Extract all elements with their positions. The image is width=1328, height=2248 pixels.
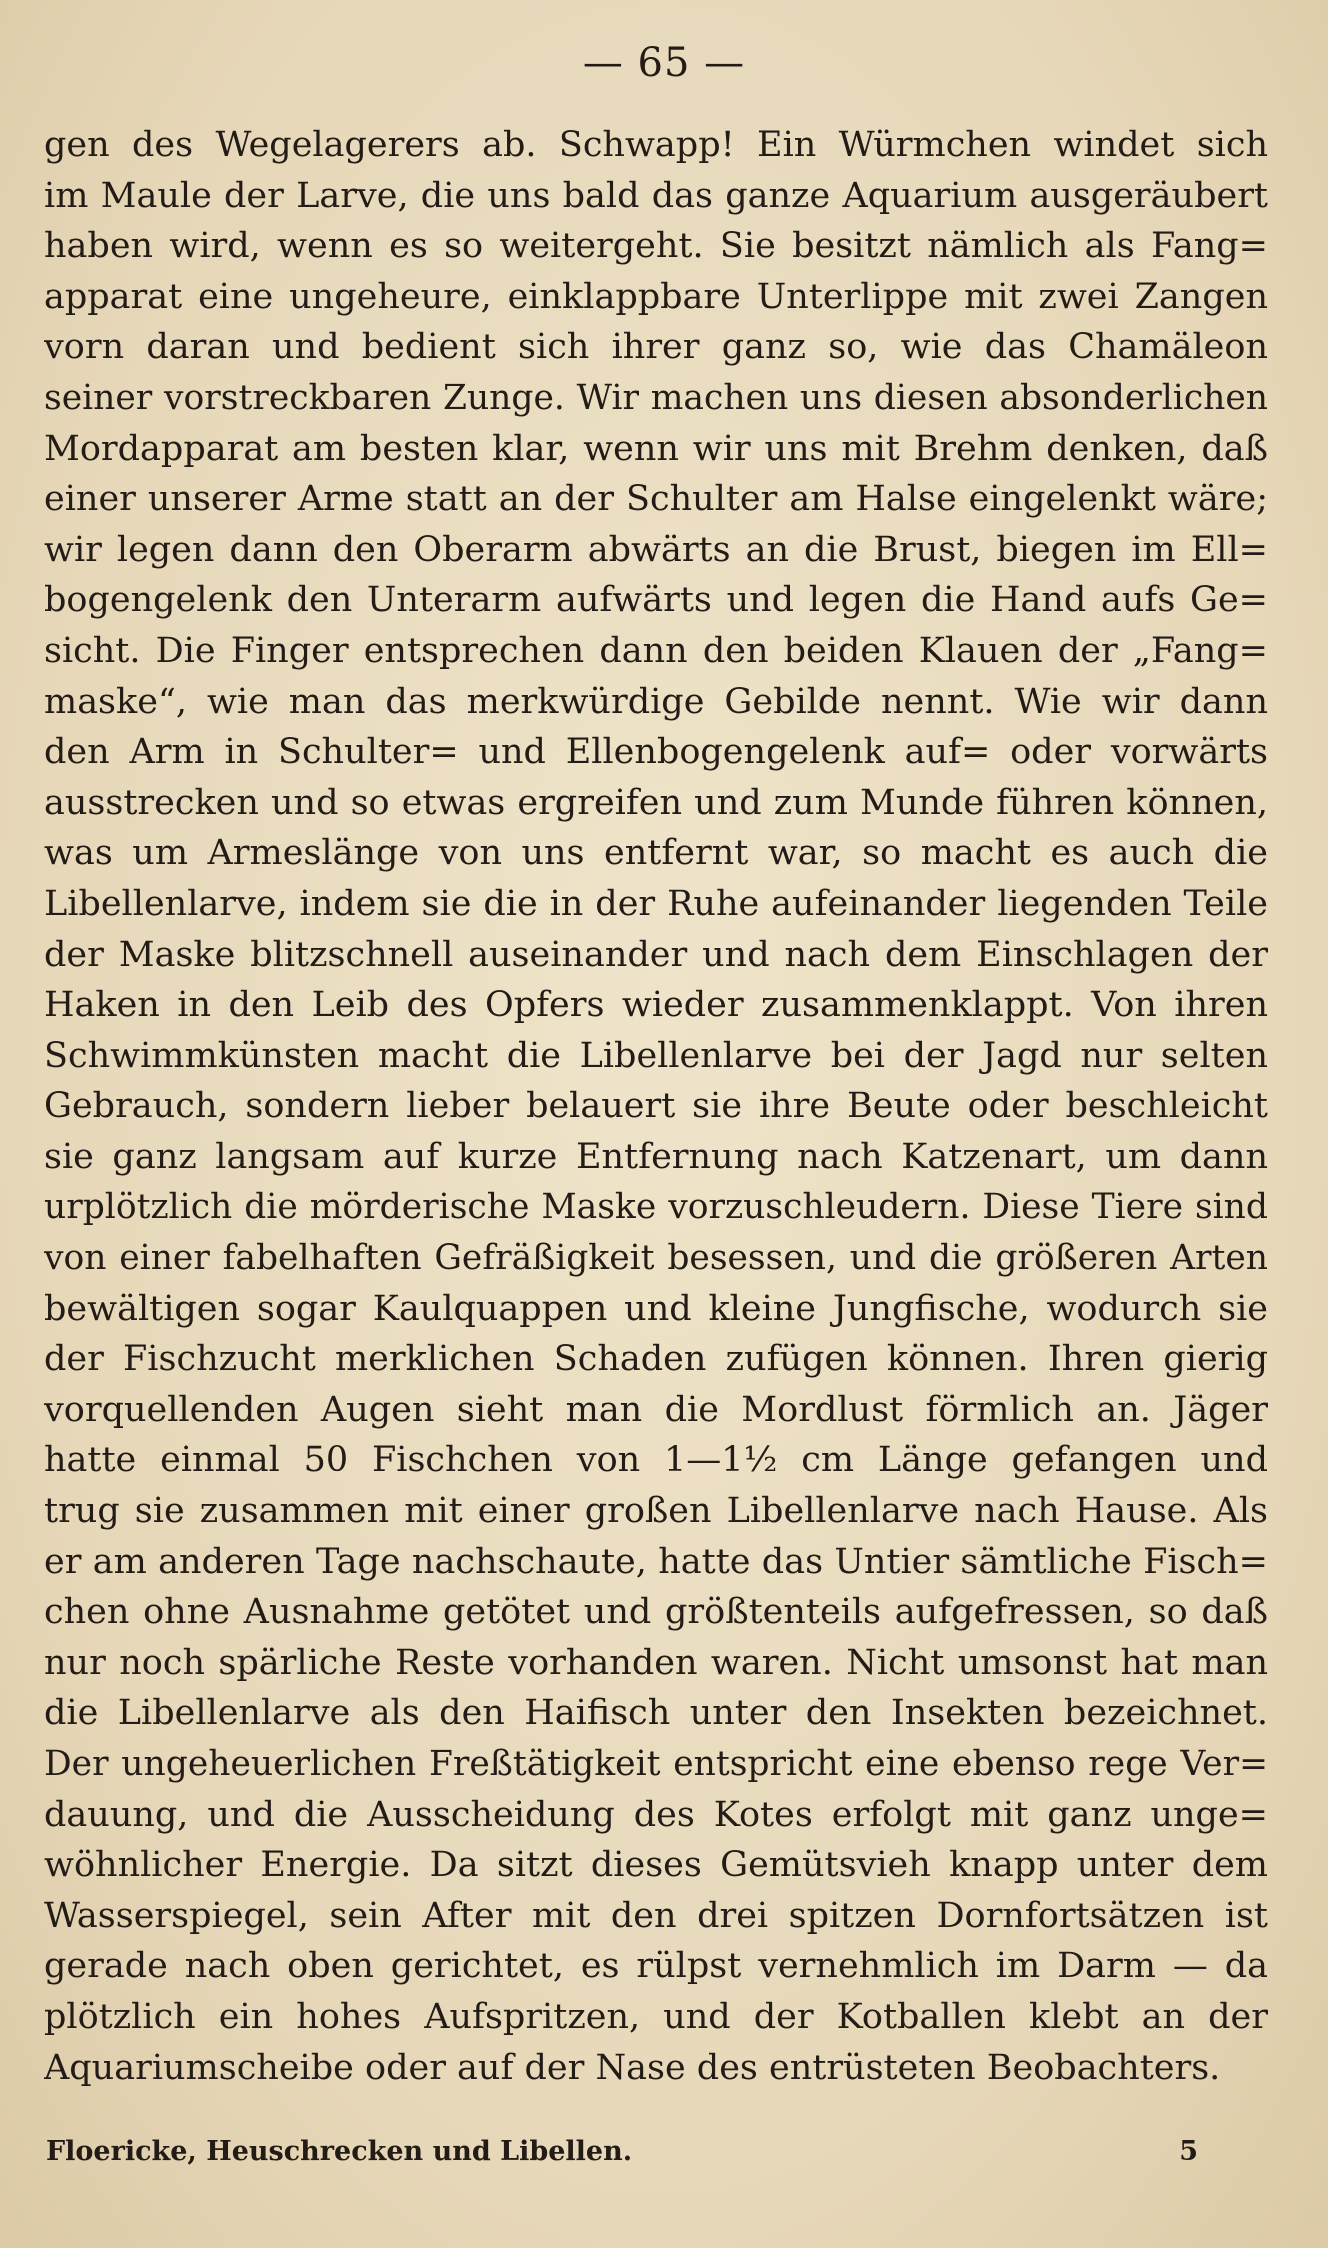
body-text <box>44 120 1268 2093</box>
text-line: haben wird, wenn es so weitergeht. Sie besitzt nämlich als Fang= <box>44 226 1268 267</box>
text-line: maske“, wie man das merkwürdige Gebilde nennt. Wie wir dann <box>44 681 1268 722</box>
text-line: er am anderen Tage nachschaute, hatte das Untier sämtliche Fisch= <box>44 1541 1268 1582</box>
text-line: im Maule der Larve, die uns bald das ganze Aquarium ausgeräubert <box>44 175 1268 216</box>
text-line: nur noch spärliche Reste vorhanden waren. Nicht umsonst hat man <box>44 1642 1268 1683</box>
text-line: dauung, und die Ausscheidung des Kotes erfolgt mit ganz unge= <box>44 1794 1268 1835</box>
text-line: bewältigen sogar Kaulquappen und kleine Jungfische, wodurch sie <box>44 1288 1268 1329</box>
text-line: chen ohne Ausnahme getötet und größtenteils aufgefressen, so daß <box>44 1592 1268 1633</box>
text-line: urplötzlich die mörderische Maske vorzuschleudern. Diese Tiere sind <box>44 1187 1268 1228</box>
text-line: vorn daran und bedient sich ihrer ganz so, wie das Chamäleon <box>44 327 1268 368</box>
text-line: sie ganz langsam auf kurze Entfernung nach Katzenart, um dann <box>44 1136 1268 1177</box>
text-line: ausstrecken und so etwas ergreifen und zum Munde führen können, <box>44 782 1268 823</box>
text-line: plötzlich ein hohes Aufspritzen, und der Kotballen klebt an der <box>44 1996 1268 2037</box>
text-line: Schwimmkünsten macht die Libellenlarve bei der Jagd nur selten <box>44 1035 1268 1076</box>
page-number: — 65 — <box>582 40 746 86</box>
text-line: die Libellenlarve als den Haifisch unter den Insekten bezeichnet. <box>44 1693 1268 1734</box>
text-line: vorquellenden Augen sieht man die Mordlust förmlich an. Jäger <box>44 1389 1268 1430</box>
signature-line: Floericke, Heuschrecken und Libellen. <box>46 2136 633 2167</box>
text-line: seiner vorstreckbaren Zunge. Wir machen uns diesen absonderlichen <box>44 377 1268 418</box>
text-line: gerade nach oben gerichtet, es rülpst vernehmlich im Darm — da <box>44 1946 1268 1987</box>
sheet-number: 5 <box>1179 2136 1198 2167</box>
text-line: hatte einmal 50 Fischchen von 1—1½ cm Länge gefangen und <box>44 1440 1268 1481</box>
text-line: sicht. Die Finger entsprechen dann den beiden Klauen der „Fang= <box>44 630 1268 671</box>
text-line: Gebrauch, sondern lieber belauert sie ihre Beute oder beschleicht <box>44 1086 1268 1127</box>
text-line: apparat eine ungeheure, einklappbare Unterlippe mit zwei Zangen <box>44 276 1268 317</box>
text-line: der Maske blitzschnell auseinander und nach dem Einschlagen der <box>44 934 1268 975</box>
text-line: einer unserer Arme statt an der Schulter am Halse eingelenkt wäre; <box>44 479 1268 520</box>
text-line: trug sie zusammen mit einer großen Libellenlarve nach Hause. Als <box>44 1491 1268 1532</box>
text-line: Wasserspiegel, sein After mit den drei spitzen Dornfortsätzen ist <box>44 1895 1268 1936</box>
text-line: Der ungeheuerlichen Freßtätigkeit entspricht eine ebenso rege Ver= <box>44 1744 1268 1784</box>
text-line: den Arm in Schulter= und Ellenbogengelenk auf= oder vorwärts <box>44 732 1268 773</box>
page-footer <box>46 2130 1198 2174</box>
text-line-last: Aquariumscheibe oder auf der Nase des entrüsteten Beobachters. <box>44 2047 1221 2088</box>
text-line: Haken in den Leib des Opfers wieder zusammenklappt. Von ihren <box>44 985 1268 1026</box>
text-line: Libellenlarve, indem sie die in der Ruhe aufeinander liegenden Teile <box>44 883 1268 924</box>
text-line: wöhnlicher Energie. Da sitzt dieses Gemütsvieh knapp unter dem <box>44 1845 1268 1886</box>
text-line: von einer fabelhaften Gefräßigkeit besessen, und die größeren Arten <box>44 1238 1268 1279</box>
text-line: wir legen dann den Oberarm abwärts an die Brust, biegen im Ell= <box>44 529 1268 570</box>
text-line: gen des Wegelagerers ab. Schwapp! Ein Würmchen windet sich <box>44 125 1268 165</box>
text-line: was um Armeslänge von uns entfernt war, so macht es auch die <box>44 833 1268 874</box>
text-line: Mordapparat am besten klar, wenn wir uns mit Brehm denken, daß <box>44 428 1268 469</box>
text-line: bogengelenk den Unterarm aufwärts und legen die Hand aufs Ge= <box>44 580 1268 621</box>
text-line: der Fischzucht merklichen Schaden zufügen können. Ihren gierig <box>44 1339 1268 1380</box>
